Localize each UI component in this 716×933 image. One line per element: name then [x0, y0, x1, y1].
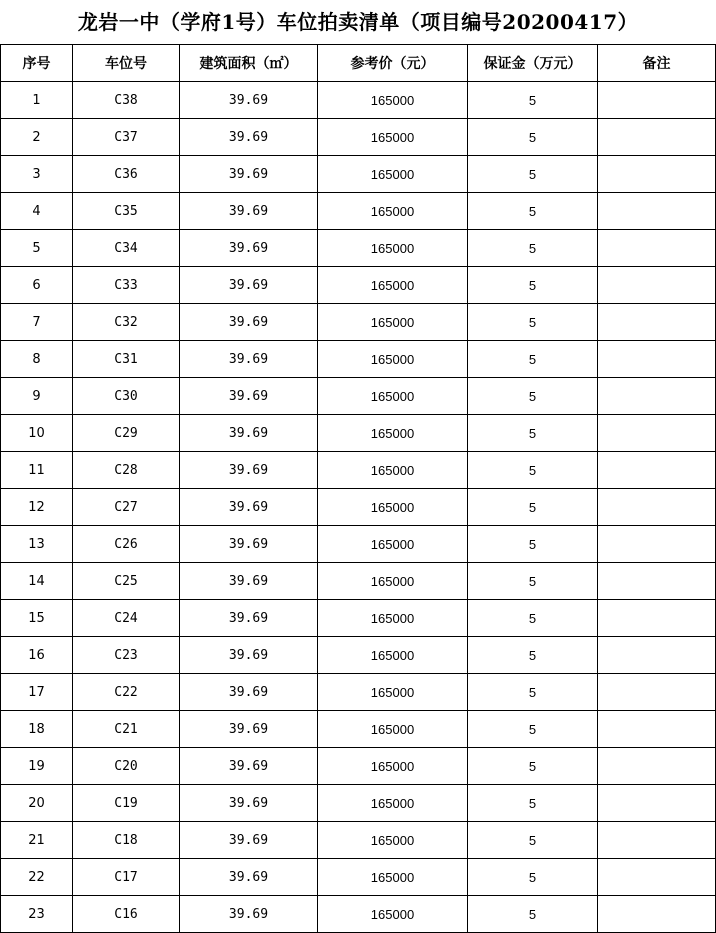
cell-deposit: 5: [468, 156, 598, 193]
cell-spot: C18: [73, 822, 180, 859]
table-row: [1, 415, 716, 452]
cell-no: 16: [1, 637, 73, 674]
table-row: [1, 119, 716, 156]
cell-price: 165000: [318, 896, 468, 933]
cell-no: 5: [1, 230, 73, 267]
table-row: [1, 563, 716, 600]
cell-price: 165000: [318, 267, 468, 304]
cell-note: [598, 304, 716, 341]
cell-no: 18: [1, 711, 73, 748]
cell-price: 165000: [318, 82, 468, 119]
cell-spot: C31: [73, 341, 180, 378]
cell-note: [598, 415, 716, 452]
table-row: [1, 748, 716, 785]
table-row: [1, 193, 716, 230]
cell-area: 39.69: [180, 341, 318, 378]
table-header-row: [1, 45, 716, 82]
cell-spot: C37: [73, 119, 180, 156]
cell-price: 165000: [318, 378, 468, 415]
cell-note: [598, 563, 716, 600]
table-row: [1, 526, 716, 563]
table-row: [1, 711, 716, 748]
column-header-no: 序号: [1, 45, 73, 82]
table-body: [1, 82, 716, 933]
cell-no: 20: [1, 785, 73, 822]
cell-spot: C34: [73, 230, 180, 267]
cell-note: [598, 156, 716, 193]
cell-price: 165000: [318, 304, 468, 341]
cell-deposit: 5: [468, 637, 598, 674]
cell-spot: C32: [73, 304, 180, 341]
cell-price: 165000: [318, 859, 468, 896]
cell-spot: C38: [73, 82, 180, 119]
table-row: [1, 822, 716, 859]
cell-deposit: 5: [468, 822, 598, 859]
cell-no: 11: [1, 452, 73, 489]
cell-deposit: 5: [468, 378, 598, 415]
table-row: [1, 785, 716, 822]
cell-note: [598, 526, 716, 563]
cell-no: 1: [1, 82, 73, 119]
cell-note: [598, 785, 716, 822]
cell-spot: C26: [73, 526, 180, 563]
column-header-area: 建筑面积（㎡）: [180, 45, 318, 82]
cell-price: 165000: [318, 489, 468, 526]
cell-area: 39.69: [180, 156, 318, 193]
cell-area: 39.69: [180, 711, 318, 748]
cell-area: 39.69: [180, 563, 318, 600]
cell-no: 13: [1, 526, 73, 563]
cell-no: 12: [1, 489, 73, 526]
cell-deposit: 5: [468, 859, 598, 896]
cell-deposit: 5: [468, 600, 598, 637]
cell-note: [598, 82, 716, 119]
cell-deposit: 5: [468, 415, 598, 452]
cell-price: 165000: [318, 748, 468, 785]
cell-area: 39.69: [180, 230, 318, 267]
cell-spot: C27: [73, 489, 180, 526]
column-header-deposit: 保证金（万元）: [468, 45, 598, 82]
cell-area: 39.69: [180, 378, 318, 415]
cell-note: [598, 489, 716, 526]
cell-price: 165000: [318, 452, 468, 489]
cell-deposit: 5: [468, 82, 598, 119]
page-title: 龙岩一中（学府1号）车位拍卖清单（项目编号20200417）: [77, 10, 639, 34]
cell-note: [598, 674, 716, 711]
cell-area: 39.69: [180, 859, 318, 896]
cell-area: 39.69: [180, 822, 318, 859]
column-header-note: 备注: [598, 45, 716, 82]
table-row: [1, 82, 716, 119]
table-row: [1, 896, 716, 933]
table-row: [1, 674, 716, 711]
cell-deposit: 5: [468, 452, 598, 489]
cell-spot: C25: [73, 563, 180, 600]
cell-spot: C16: [73, 896, 180, 933]
cell-price: 165000: [318, 674, 468, 711]
cell-deposit: 5: [468, 526, 598, 563]
cell-price: 165000: [318, 600, 468, 637]
cell-deposit: 5: [468, 711, 598, 748]
cell-spot: C23: [73, 637, 180, 674]
table-row: [1, 304, 716, 341]
cell-no: 4: [1, 193, 73, 230]
cell-area: 39.69: [180, 600, 318, 637]
cell-note: [598, 119, 716, 156]
cell-note: [598, 822, 716, 859]
cell-spot: C24: [73, 600, 180, 637]
cell-deposit: 5: [468, 563, 598, 600]
cell-deposit: 5: [468, 341, 598, 378]
cell-price: 165000: [318, 785, 468, 822]
cell-area: 39.69: [180, 415, 318, 452]
cell-no: 8: [1, 341, 73, 378]
cell-area: 39.69: [180, 526, 318, 563]
cell-spot: C21: [73, 711, 180, 748]
cell-note: [598, 452, 716, 489]
table-row: [1, 452, 716, 489]
cell-no: 17: [1, 674, 73, 711]
cell-area: 39.69: [180, 193, 318, 230]
cell-area: 39.69: [180, 452, 318, 489]
cell-no: 3: [1, 156, 73, 193]
cell-spot: C28: [73, 452, 180, 489]
table-row: [1, 267, 716, 304]
cell-price: 165000: [318, 526, 468, 563]
cell-deposit: 5: [468, 785, 598, 822]
cell-area: 39.69: [180, 637, 318, 674]
cell-price: 165000: [318, 193, 468, 230]
table-row: [1, 489, 716, 526]
cell-deposit: 5: [468, 230, 598, 267]
cell-price: 165000: [318, 230, 468, 267]
cell-area: 39.69: [180, 119, 318, 156]
cell-area: 39.69: [180, 748, 318, 785]
cell-note: [598, 600, 716, 637]
cell-deposit: 5: [468, 304, 598, 341]
auction-table: [0, 44, 716, 933]
cell-no: 10: [1, 415, 73, 452]
cell-price: 165000: [318, 563, 468, 600]
cell-no: 19: [1, 748, 73, 785]
cell-price: 165000: [318, 341, 468, 378]
cell-spot: C36: [73, 156, 180, 193]
cell-note: [598, 341, 716, 378]
cell-price: 165000: [318, 156, 468, 193]
cell-area: 39.69: [180, 304, 318, 341]
cell-no: 23: [1, 896, 73, 933]
cell-no: 15: [1, 600, 73, 637]
cell-deposit: 5: [468, 674, 598, 711]
cell-spot: C22: [73, 674, 180, 711]
cell-price: 165000: [318, 637, 468, 674]
column-header-price: 参考价（元）: [318, 45, 468, 82]
table-row: [1, 156, 716, 193]
cell-note: [598, 637, 716, 674]
cell-no: 14: [1, 563, 73, 600]
cell-note: [598, 711, 716, 748]
column-header-spot: 车位号: [73, 45, 180, 82]
cell-note: [598, 230, 716, 267]
cell-spot: C35: [73, 193, 180, 230]
cell-area: 39.69: [180, 267, 318, 304]
cell-area: 39.69: [180, 82, 318, 119]
cell-spot: C30: [73, 378, 180, 415]
table-row: [1, 341, 716, 378]
cell-note: [598, 267, 716, 304]
table-row: [1, 600, 716, 637]
cell-deposit: 5: [468, 119, 598, 156]
cell-note: [598, 378, 716, 415]
cell-no: 22: [1, 859, 73, 896]
cell-spot: C20: [73, 748, 180, 785]
cell-no: 6: [1, 267, 73, 304]
cell-price: 165000: [318, 711, 468, 748]
cell-spot: C33: [73, 267, 180, 304]
cell-price: 165000: [318, 119, 468, 156]
cell-no: 9: [1, 378, 73, 415]
cell-area: 39.69: [180, 489, 318, 526]
cell-deposit: 5: [468, 267, 598, 304]
table-row: [1, 859, 716, 896]
cell-deposit: 5: [468, 193, 598, 230]
cell-note: [598, 748, 716, 785]
cell-area: 39.69: [180, 896, 318, 933]
cell-area: 39.69: [180, 674, 318, 711]
cell-price: 165000: [318, 822, 468, 859]
cell-spot: C29: [73, 415, 180, 452]
cell-area: 39.69: [180, 785, 318, 822]
cell-note: [598, 859, 716, 896]
table-row: [1, 637, 716, 674]
cell-price: 165000: [318, 415, 468, 452]
cell-no: 21: [1, 822, 73, 859]
cell-deposit: 5: [468, 896, 598, 933]
cell-spot: C19: [73, 785, 180, 822]
cell-no: 7: [1, 304, 73, 341]
cell-note: [598, 193, 716, 230]
table-row: [1, 378, 716, 415]
cell-spot: C17: [73, 859, 180, 896]
table-row: [1, 230, 716, 267]
cell-deposit: 5: [468, 489, 598, 526]
cell-deposit: 5: [468, 748, 598, 785]
cell-note: [598, 896, 716, 933]
cell-no: 2: [1, 119, 73, 156]
